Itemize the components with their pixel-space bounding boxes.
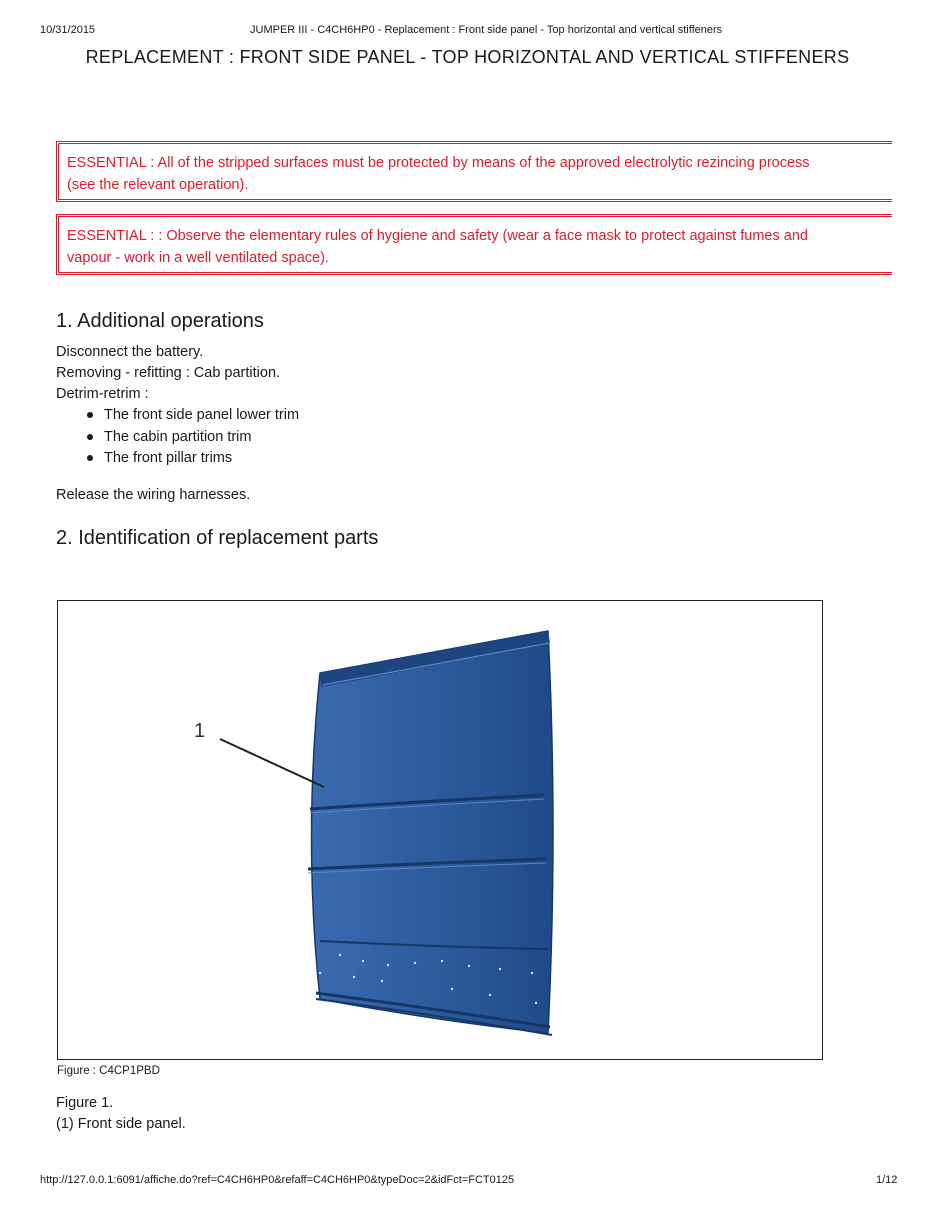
front-side-panel-illustration (58, 601, 822, 1059)
instruction-line: Disconnect the battery. (56, 344, 204, 360)
essential-notice-safety (56, 214, 892, 275)
instruction-line: Removing - refitting : Cab partition. (56, 365, 281, 381)
figure-caption: Figure : C4CP1PBD (57, 1065, 160, 1077)
list-item: The front side panel lower trim (56, 405, 299, 427)
instruction-line: Release the wiring harnesses. (56, 487, 251, 503)
trim-list (56, 405, 299, 470)
front-side-panel-shape (312, 631, 554, 1033)
print-header-title: JUMPER III - C4CH6HP0 - Replacement : Front side panel - Top horizontal and vertical stiffeners (250, 24, 723, 36)
document-title: REPLACEMENT : FRONT SIDE PANEL - TOP HORIZONTAL AND VERTICAL STIFFENERS (85, 47, 850, 67)
essential-notice-text: (see the relevant operation). (67, 177, 249, 193)
list-item: The front pillar trims (56, 448, 299, 470)
essential-notice-rezincing (56, 141, 892, 202)
callout-label: 1 (194, 720, 206, 742)
figure-legend-item: (1) Front side panel. (56, 1116, 186, 1132)
figure-title: Figure 1. (56, 1095, 114, 1111)
print-date: 10/31/2015 (40, 24, 96, 36)
section-heading-identification: 2. Identification of replacement parts (56, 527, 379, 549)
print-footer-url: http://127.0.0.1:6091/affiche.do?ref=C4CH6HP0&refaff=C4CH6HP0&typeDoc=2&idFct=FCT0125 (40, 1174, 515, 1186)
essential-notice-text: ESSENTIAL : All of the stripped surfaces must be protected by means of the approved electrolytic rezincing process (67, 155, 810, 171)
list-item: The cabin partition trim (56, 427, 299, 449)
essential-notice-text: ESSENTIAL : : Observe the elementary rules of hygiene and safety (wear a face mask to protect against fumes and (67, 228, 808, 244)
page-number: 1/12 (876, 1174, 898, 1186)
callout-leader-line (220, 739, 324, 787)
section-heading-additional-operations: 1. Additional operations (56, 310, 264, 332)
figure-frame (57, 600, 823, 1060)
essential-notice-text: vapour - work in a well ventilated space). (67, 250, 329, 266)
instruction-line: Detrim-retrim : (56, 386, 149, 402)
